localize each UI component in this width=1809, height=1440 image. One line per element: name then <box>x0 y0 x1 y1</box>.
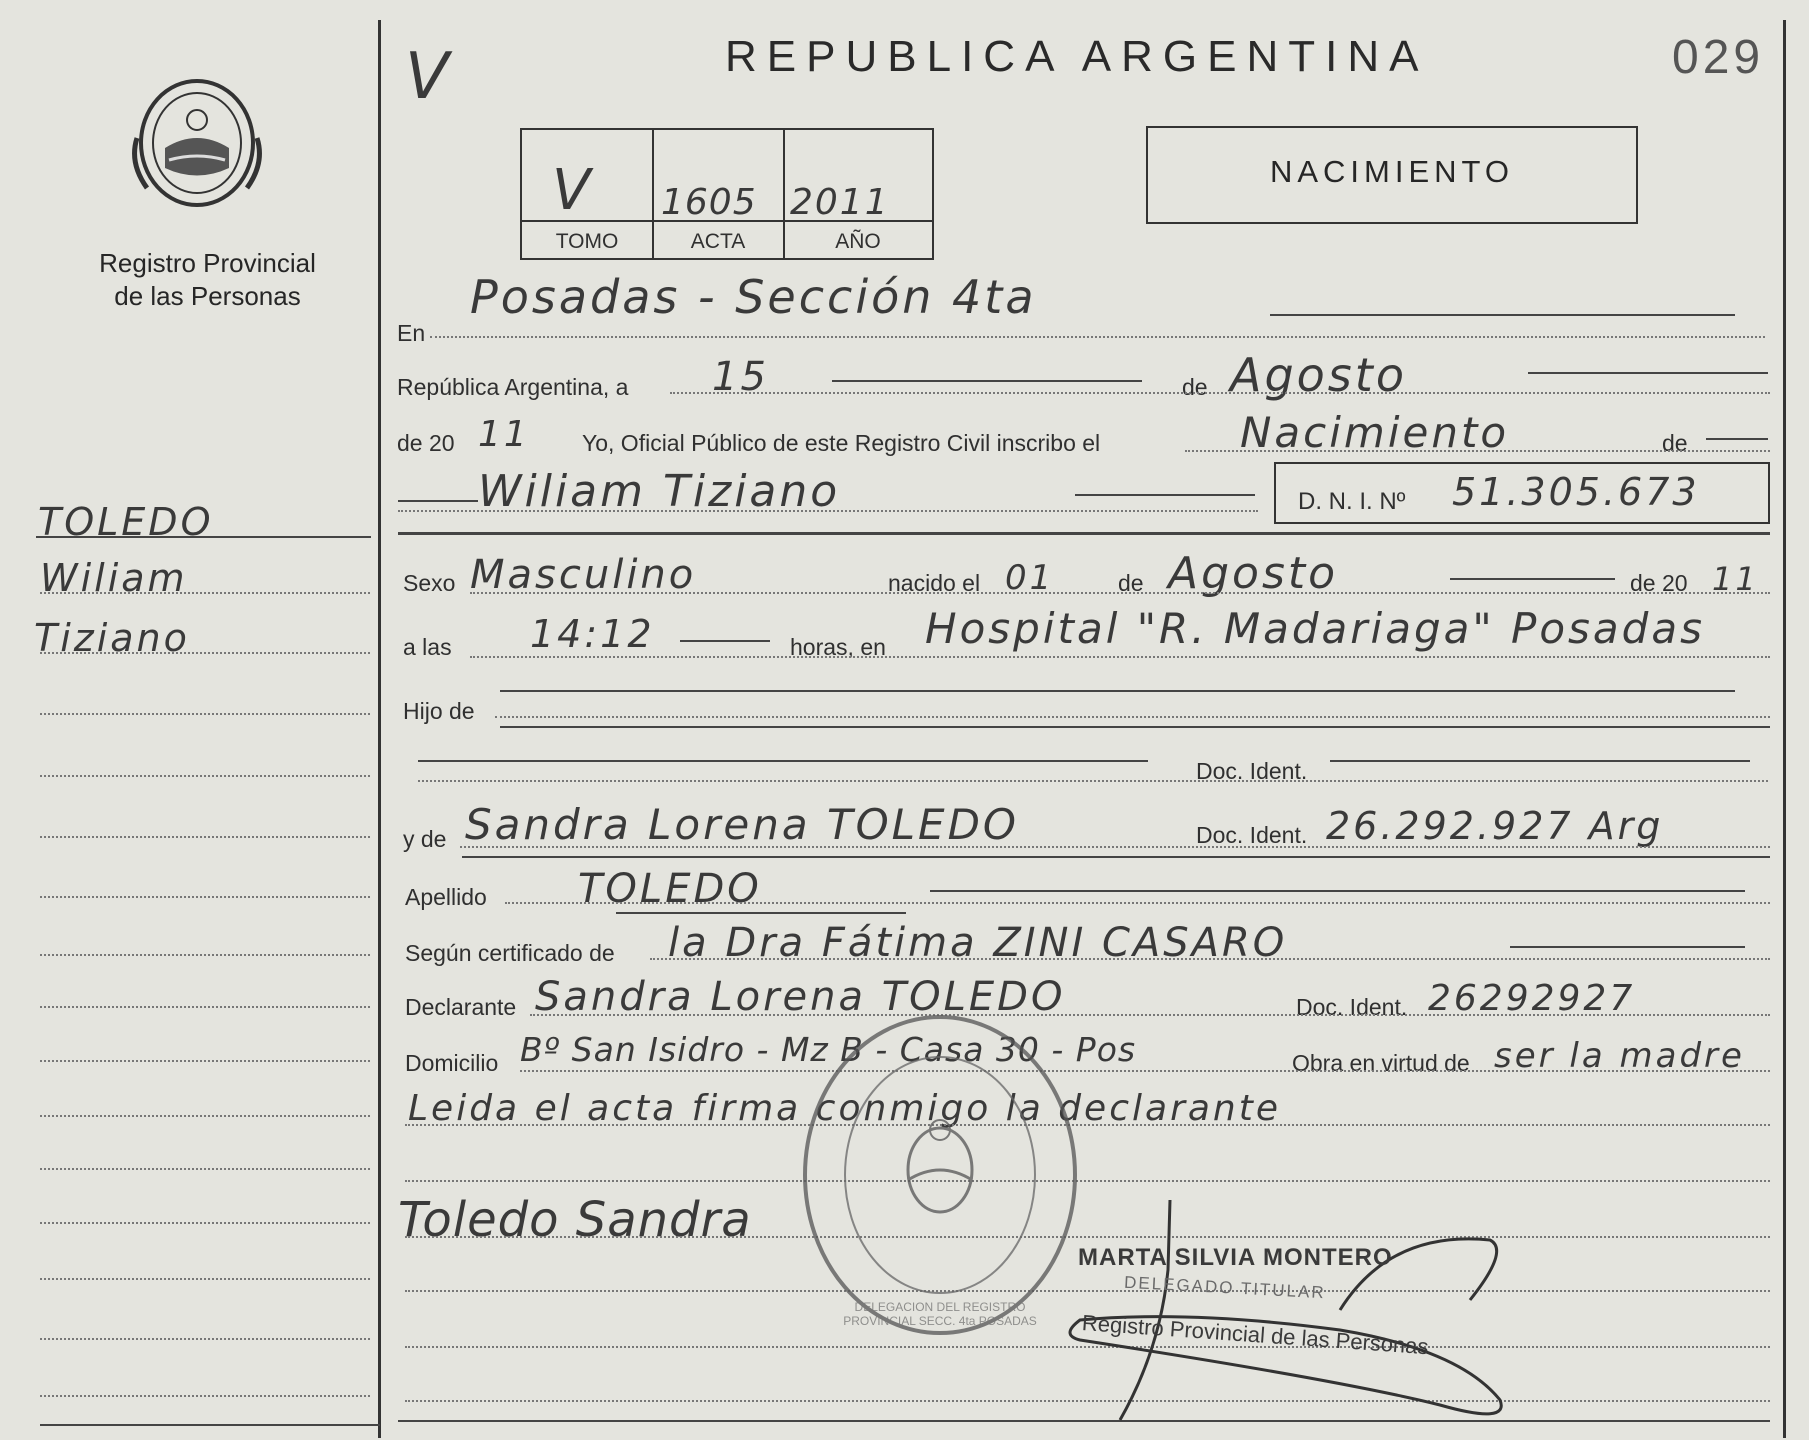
tomo-value: V <box>552 158 591 223</box>
provincial-seal-icon <box>125 68 270 218</box>
domicilio-dots <box>520 1070 1770 1072</box>
margin-line-5 <box>40 836 370 838</box>
blank-dots-1 <box>405 1180 1770 1182</box>
record-type-box <box>1146 126 1638 224</box>
registry-name-line2: de las Personas <box>114 281 301 311</box>
margin-line-10 <box>40 1115 370 1117</box>
tomo-cell <box>522 130 654 258</box>
day-value: 15 <box>712 354 769 400</box>
birth-month-underline <box>1450 578 1615 580</box>
margin-surname: TOLEDO <box>38 500 214 544</box>
declarante-doc-value: 26292927 <box>1428 978 1636 1019</box>
birth-year-value: 11 <box>1712 560 1759 598</box>
day-underline <box>832 380 1142 382</box>
anio-value: 2011 <box>790 182 890 223</box>
horas-label: horas, en <box>790 634 886 660</box>
yo-dots <box>1185 450 1770 452</box>
domicilio-value: Bº San Isidro - Mz B - Casa 30 - Pos <box>520 1030 1137 1069</box>
dni-box <box>1274 462 1770 524</box>
apellido-underline <box>616 912 906 914</box>
acta-cell <box>653 130 785 258</box>
margin-line-14 <box>40 1338 370 1340</box>
hijo-line-3 <box>418 760 1148 762</box>
acto-underline <box>1706 438 1768 440</box>
hour-underline <box>680 640 770 642</box>
declarante-value: Sandra Lorena TOLEDO <box>535 974 1066 1020</box>
margin-line-9 <box>40 1060 370 1062</box>
record-box-divider <box>522 220 932 222</box>
lectura-value: Leida el acta firma conmigo la declarante <box>408 1088 1282 1129</box>
official-stamp-name: MARTA SILVIA MONTERO <box>1078 1244 1393 1271</box>
document-title: REPUBLICA ARGENTINA <box>725 32 1429 81</box>
dni-label: D. N. I. Nº <box>1298 488 1406 515</box>
margin-line-13 <box>40 1278 370 1280</box>
certificado-value: la Dra Fátima ZINI CASARO <box>668 920 1288 966</box>
sexo-dots <box>470 592 1770 594</box>
apellido-dots <box>505 902 1770 904</box>
year-prefix-label: de 20 <box>397 430 455 456</box>
margin-line-7 <box>40 954 370 956</box>
margin-line-1 <box>40 592 370 594</box>
margin-line-4 <box>40 775 370 777</box>
yde-dots <box>460 846 1770 848</box>
de20-label: de 20 <box>1630 570 1688 596</box>
certificado-dots <box>650 958 1770 960</box>
certificado-trail-line <box>1510 946 1745 948</box>
de-label-2: de <box>1662 430 1688 456</box>
doc-ident-underline <box>1330 760 1750 762</box>
name-lead-line <box>398 500 478 502</box>
margin-line-15 <box>40 1395 370 1397</box>
de-label-3: de <box>1118 570 1144 596</box>
margin-line-11 <box>40 1168 370 1170</box>
dni-value: 51.305.673 <box>1452 470 1700 514</box>
record-type: NACIMIENTO <box>1269 154 1515 189</box>
official-stamp-org: Registro Provincial de las Personas <box>1081 1310 1430 1360</box>
republica-label: República Argentina, a <box>397 374 629 400</box>
republica-dots <box>670 392 1770 394</box>
en-dots <box>430 336 1765 338</box>
name-dots <box>398 510 1258 512</box>
margin-line-3 <box>40 713 370 715</box>
yde-label: y de <box>403 826 447 852</box>
hijo-line-2 <box>500 726 1770 728</box>
page-number: 029 <box>1672 31 1765 84</box>
margin-line-12 <box>40 1222 370 1224</box>
sexo-value: Masculino <box>470 552 697 598</box>
round-stamp-text: DELEGACION DEL REGISTRO PROVINCIAL SECC. 4ta POSADAS <box>843 1300 1037 1328</box>
hijo-label: Hijo de <box>403 698 475 724</box>
mother-doc-value: 26.292.927 Arg <box>1326 804 1664 848</box>
year-suffix-value: 11 <box>478 414 530 455</box>
child-name-value: Wiliam Tiziano <box>478 466 841 517</box>
en-underline <box>1270 314 1735 316</box>
apellido-label: Apellido <box>405 884 487 910</box>
lectura-dots <box>405 1124 1770 1126</box>
declarante-label: Declarante <box>405 994 517 1020</box>
margin-given-name-1: Wiliam <box>40 556 188 600</box>
doc-ident-label: Doc. Ident. <box>1196 758 1308 784</box>
right-border <box>1783 20 1786 1438</box>
hour-value: 14:12 <box>530 612 655 656</box>
hijo-line-1 <box>500 690 1735 692</box>
anio-label: AÑO <box>835 230 881 253</box>
name-trail-line <box>1075 494 1255 496</box>
margin-bottom-line <box>40 1424 380 1426</box>
alas-label: a las <box>403 634 452 660</box>
obra-value: ser la madre <box>1494 1036 1745 1076</box>
initials: V <box>405 40 449 114</box>
en-value: Posadas - Sección 4ta <box>470 270 1037 324</box>
sexo-label: Sexo <box>403 570 456 596</box>
anio-cell <box>784 130 932 258</box>
declarante-dots <box>530 1014 1770 1016</box>
birth-month-value: Agosto <box>1168 548 1339 599</box>
acta-label: ACTA <box>690 230 746 253</box>
official-stamp-title: DELEGADO TITULAR <box>1123 1272 1327 1303</box>
yde-underline <box>462 856 1770 858</box>
margin-line-6 <box>40 896 370 898</box>
nacido-label: nacido el <box>888 570 981 596</box>
margin-line-2 <box>40 652 370 654</box>
certificado-label: Según certificado de <box>405 940 615 966</box>
registry-name-line1: Registro Provincial <box>99 248 316 278</box>
acta-value: 1605 <box>661 182 757 223</box>
doc-ident-dots <box>418 780 1768 782</box>
section-divider <box>398 532 1770 535</box>
apellido-value: TOLEDO <box>578 866 762 912</box>
domicilio-label: Domicilio <box>405 1050 499 1076</box>
obra-label: Obra en virtud de <box>1292 1050 1470 1076</box>
doc-ident-label-3: Doc. Ident. <box>1296 994 1408 1020</box>
acto-value: Nacimiento <box>1240 408 1510 457</box>
round-stamp <box>800 1010 1080 1340</box>
left-column-divider <box>378 20 381 1438</box>
en-label: En <box>397 320 426 346</box>
apellido-trail-line <box>930 890 1745 892</box>
margin-surname-underline <box>36 536 371 538</box>
mother-value: Sandra Lorena TOLEDO <box>465 800 1019 849</box>
month-value: Agosto <box>1230 348 1407 402</box>
place-value: Hospital "R. Madariaga" Posadas <box>925 604 1705 653</box>
alas-dots <box>470 656 1770 658</box>
de-label: de <box>1182 374 1208 400</box>
doc-ident-label-2: Doc. Ident. <box>1196 822 1308 848</box>
margin-line-8 <box>40 1006 370 1008</box>
margin-given-name-2: Tiziano <box>34 616 190 660</box>
hijo-dots <box>495 716 1770 718</box>
declarant-signature: Toledo Sandra <box>398 1192 752 1248</box>
tomo-label: TOMO <box>555 230 619 253</box>
month-underline <box>1528 372 1768 374</box>
birth-day-value: 01 <box>1005 558 1055 598</box>
yo-label: Yo, Oficial Público de este Registro Civil inscribo el <box>582 430 1101 456</box>
record-box <box>520 128 934 260</box>
